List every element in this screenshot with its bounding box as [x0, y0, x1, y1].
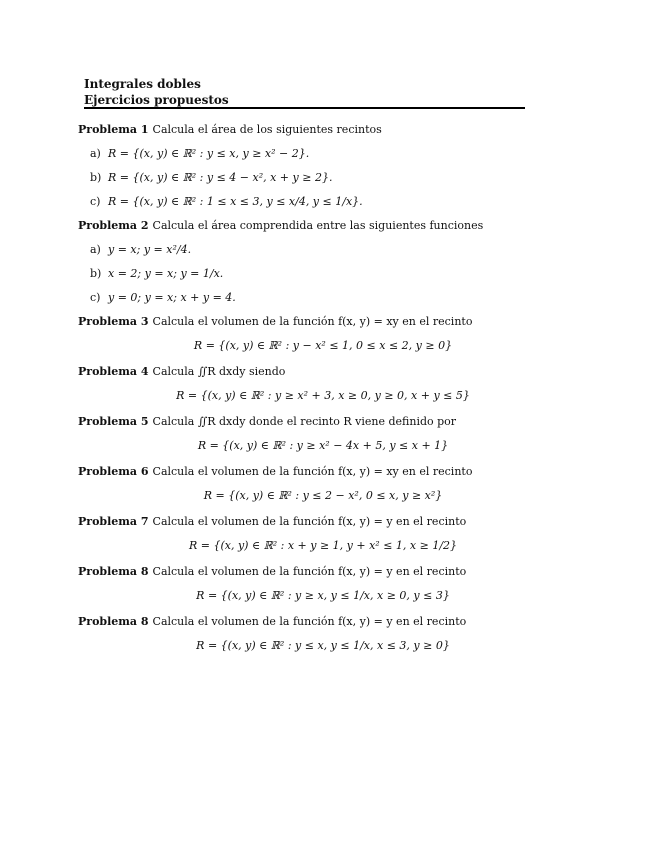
problem-1	[78, 122, 538, 210]
subproblem-tag: c)	[90, 195, 101, 208]
problem-2	[78, 218, 538, 306]
region-definition: R = {(x, y) ∈ ℝ² : y ≥ x² − 4x + 5, y ≤ x + 1}	[197, 439, 449, 452]
problem-statement: Calcula el área de los siguientes recintos	[152, 123, 382, 136]
subproblem-tag: b)	[90, 171, 102, 184]
subproblem-expression: y = x; y = x²/4.	[108, 243, 192, 256]
problem-heading	[78, 122, 538, 138]
region-definition: R = {(x, y) ∈ ℝ² : y ≤ x, y ≤ 1/x, x ≤ 3, y ≥ 0}	[196, 639, 450, 652]
subproblem-expression: R = {(x, y) ∈ ℝ² : 1 ≤ x ≤ 3, y ≤ x/4, y ≤ 1/x}.	[108, 195, 363, 208]
problem-statement: Calcula el volumen de la función f(x, y) = y en el recinto	[152, 515, 467, 528]
problem-statement: Calcula el volumen de la función f(x, y) = y en el recinto	[152, 615, 467, 628]
subproblem-list	[90, 242, 538, 306]
problem-heading	[78, 464, 538, 480]
region-definition: R = {(x, y) ∈ ℝ² : y ≤ 2 − x², 0 ≤ x, y ≥ x²}	[203, 489, 443, 502]
problem-heading	[78, 364, 538, 380]
problem-6	[78, 464, 538, 504]
subproblem	[90, 146, 538, 162]
problem-label: Problema 2	[78, 219, 149, 232]
problem-label: Problema 1	[78, 123, 149, 136]
region-definition: R = {(x, y) ∈ ℝ² : y − x² ≤ 1, 0 ≤ x ≤ 2, y ≥ 0}	[193, 339, 453, 352]
problem-list	[78, 122, 538, 664]
problem-heading	[78, 314, 538, 330]
problem-4	[78, 364, 538, 404]
subproblem-expression: R = {(x, y) ∈ ℝ² : y ≤ x, y ≥ x² − 2}.	[108, 147, 310, 160]
document-title: Integrales dobles	[84, 77, 201, 91]
subproblem-tag: a)	[90, 243, 101, 256]
subproblem-expression: R = {(x, y) ∈ ℝ² : y ≤ 4 − x², x + y ≥ 2}.	[108, 171, 333, 184]
problem-heading	[78, 564, 538, 580]
subproblem-expression: x = 2; y = x; y = 1/x.	[108, 267, 224, 280]
region-definition: R = {(x, y) ∈ ℝ² : y ≥ x² + 3, x ≥ 0, y ≥ 0, x + y ≤ 5}	[176, 389, 470, 402]
region-definition: R = {(x, y) ∈ ℝ² : y ≥ x, y ≤ 1/x, x ≥ 0, y ≤ 3}	[196, 589, 450, 602]
subproblem	[90, 170, 538, 186]
document-subtitle: Ejercicios propuestos	[84, 93, 229, 107]
header-rule	[84, 107, 525, 109]
problem-label: Problema 3	[78, 315, 149, 328]
subproblem	[90, 266, 538, 282]
region-definition: R = {(x, y) ∈ ℝ² : x + y ≥ 1, y + x² ≤ 1, x ≥ 1/2}	[188, 539, 458, 552]
problem-statement: Calcula ∬R dxdy donde el recinto R viene definido por	[152, 415, 457, 428]
problem-label: Problema 8	[78, 565, 149, 578]
problem-heading	[78, 218, 538, 234]
document-header	[84, 76, 524, 108]
subproblem-expression: y = 0; y = x; x + y = 4.	[108, 291, 236, 304]
problem-5	[78, 414, 538, 454]
subproblem	[90, 242, 538, 258]
problem-8-second	[78, 614, 538, 654]
problem-3	[78, 314, 538, 354]
subproblem-tag: a)	[90, 147, 101, 160]
problem-statement: Calcula el volumen de la función f(x, y) = xy en el recinto	[152, 465, 473, 478]
problem-label: Problema 4	[78, 365, 149, 378]
problem-8	[78, 564, 538, 604]
problem-label: Problema 7	[78, 515, 149, 528]
problem-heading	[78, 514, 538, 530]
problem-statement: Calcula el volumen de la función f(x, y) = y en el recinto	[152, 565, 467, 578]
problem-label: Problema 5	[78, 415, 149, 428]
problem-label: Problema 8	[78, 615, 149, 628]
subproblem-tag: b)	[90, 267, 102, 280]
problem-7	[78, 514, 538, 554]
problem-statement: Calcula ∬R dxdy siendo	[152, 365, 286, 378]
subproblem-tag: c)	[90, 291, 101, 304]
problem-statement: Calcula el área comprendida entre las siguientes funciones	[152, 219, 484, 232]
subproblem	[90, 290, 538, 306]
problem-heading	[78, 614, 538, 630]
subproblem	[90, 194, 538, 210]
subproblem-list	[90, 146, 538, 210]
problem-heading	[78, 414, 538, 430]
problem-label: Problema 6	[78, 465, 149, 478]
problem-statement: Calcula el volumen de la función f(x, y) = xy en el recinto	[152, 315, 473, 328]
